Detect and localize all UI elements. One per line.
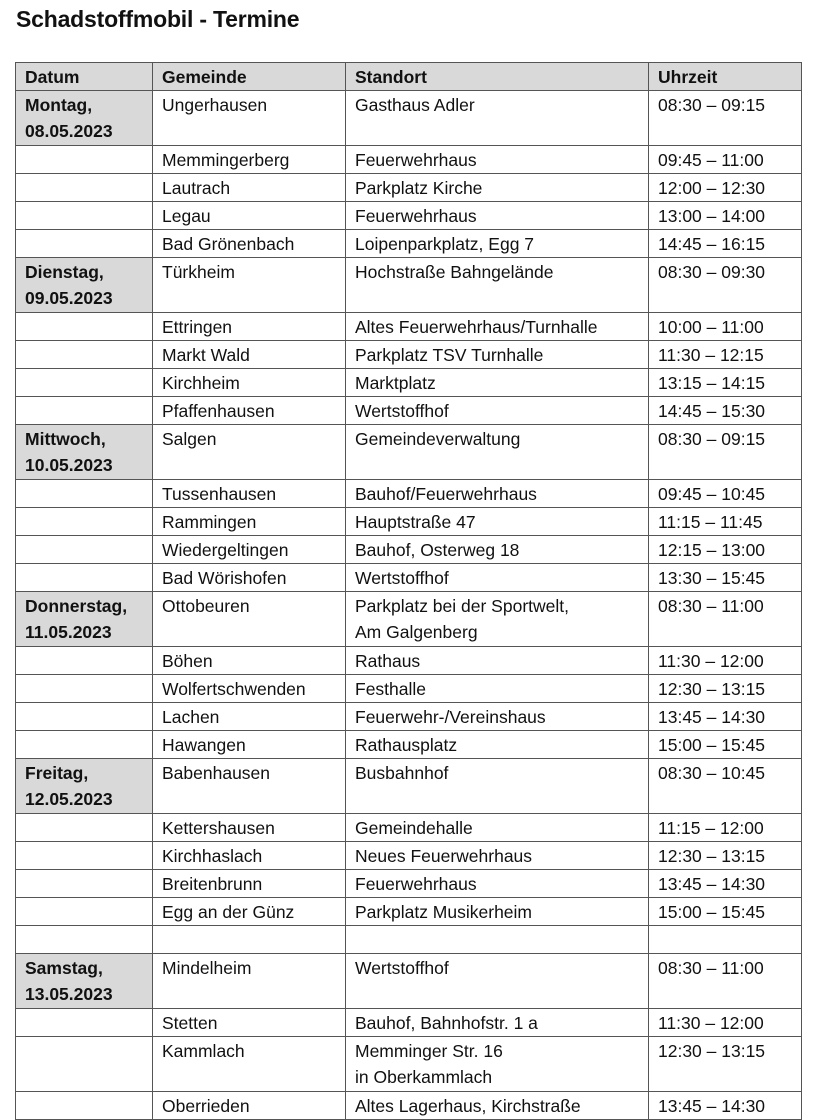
date-cell — [16, 703, 153, 731]
uhrzeit-cell: 11:15 – 11:45 — [649, 508, 802, 536]
standort-line: Gemeindehalle — [355, 818, 473, 838]
standort-cell — [346, 536, 649, 564]
standort-line: Neues Feuerwehrhaus — [355, 846, 533, 866]
table-row — [16, 508, 802, 536]
date-cell — [16, 174, 153, 202]
date-cell — [16, 397, 153, 425]
date-line: Samstag, — [25, 958, 103, 978]
header-standort: Standort — [346, 63, 649, 91]
date-cell — [16, 564, 153, 592]
standort-cell — [346, 814, 649, 842]
table-row — [16, 258, 802, 313]
table-row — [16, 1037, 802, 1092]
table-row — [16, 731, 802, 759]
standort-cell — [346, 91, 649, 146]
date-line: 10.05.2023 — [25, 455, 113, 475]
standort-cell — [346, 230, 649, 258]
standort-cell — [346, 898, 649, 926]
gemeinde-cell: Bad Grönenbach — [153, 230, 346, 258]
gemeinde-cell: Ottobeuren — [153, 592, 346, 647]
uhrzeit-cell: 11:30 – 12:15 — [649, 341, 802, 369]
uhrzeit-cell: 14:45 – 16:15 — [649, 230, 802, 258]
table-row — [16, 675, 802, 703]
uhrzeit-cell: 10:00 – 11:00 — [649, 313, 802, 341]
table-row — [16, 842, 802, 870]
standort-cell — [346, 564, 649, 592]
date-cell — [16, 258, 153, 313]
date-cell — [16, 926, 153, 954]
table-row — [16, 341, 802, 369]
gemeinde-cell — [153, 926, 346, 954]
standort-cell — [346, 202, 649, 230]
standort-line: Festhalle — [355, 679, 427, 699]
standort-line: Bauhof/Feuerwehrhaus — [355, 484, 537, 504]
gemeinde-cell: Kettershausen — [153, 814, 346, 842]
header-uhrzeit: Uhrzeit — [649, 63, 802, 91]
uhrzeit-cell: 15:00 – 15:45 — [649, 731, 802, 759]
schedule-body — [16, 91, 802, 1120]
standort-cell — [346, 425, 649, 480]
gemeinde-cell: Lachen — [153, 703, 346, 731]
gemeinde-cell: Breitenbrunn — [153, 870, 346, 898]
uhrzeit-cell: 13:30 – 15:45 — [649, 564, 802, 592]
uhrzeit-cell: 08:30 – 09:15 — [649, 91, 802, 146]
table-row — [16, 647, 802, 675]
date-cell — [16, 146, 153, 174]
standort-cell — [346, 703, 649, 731]
table-row — [16, 230, 802, 258]
gemeinde-cell: Böhen — [153, 647, 346, 675]
standort-line: Parkplatz TSV Turnhalle — [355, 345, 544, 365]
standort-line: Parkplatz Musikerheim — [355, 902, 532, 922]
date-cell — [16, 731, 153, 759]
date-cell — [16, 647, 153, 675]
table-row — [16, 898, 802, 926]
standort-cell — [346, 954, 649, 1009]
standort-line: Altes Lagerhaus, Kirchstraße — [355, 1096, 581, 1116]
uhrzeit-cell: 14:45 – 15:30 — [649, 397, 802, 425]
standort-line: Feuerwehrhaus — [355, 206, 477, 226]
uhrzeit-cell: 13:00 – 14:00 — [649, 202, 802, 230]
date-cell — [16, 898, 153, 926]
standort-line: Gasthaus Adler — [355, 95, 475, 115]
date-cell — [16, 870, 153, 898]
table-row — [16, 926, 802, 954]
standort-line: Rathausplatz — [355, 735, 458, 755]
table-row — [16, 425, 802, 480]
standort-line: Marktplatz — [355, 373, 436, 393]
gemeinde-cell: Türkheim — [153, 258, 346, 313]
standort-cell — [346, 369, 649, 397]
date-cell — [16, 1009, 153, 1037]
gemeinde-cell: Ettringen — [153, 313, 346, 341]
date-cell — [16, 1092, 153, 1120]
standort-cell — [346, 870, 649, 898]
standort-cell — [346, 1037, 649, 1092]
gemeinde-cell: Stetten — [153, 1009, 346, 1037]
standort-cell — [346, 926, 649, 954]
uhrzeit-cell: 08:30 – 09:15 — [649, 425, 802, 480]
table-row — [16, 369, 802, 397]
gemeinde-cell: Wiedergeltingen — [153, 536, 346, 564]
standort-line: in Oberkammlach — [355, 1067, 493, 1087]
standort-cell — [346, 759, 649, 814]
standort-line: Feuerwehrhaus — [355, 874, 477, 894]
table-row — [16, 91, 802, 146]
gemeinde-cell: Ungerhausen — [153, 91, 346, 146]
uhrzeit-cell: 08:30 – 11:00 — [649, 592, 802, 647]
standort-line: Hochstraße Bahngelände — [355, 262, 554, 282]
date-cell — [16, 954, 153, 1009]
gemeinde-cell: Lautrach — [153, 174, 346, 202]
page-title: Schadstoffmobil - Termine — [16, 6, 300, 32]
date-cell — [16, 369, 153, 397]
standort-line: Feuerwehrhaus — [355, 150, 477, 170]
uhrzeit-cell: 13:15 – 14:15 — [649, 369, 802, 397]
standort-cell — [346, 480, 649, 508]
table-row — [16, 1009, 802, 1037]
date-line: 13.05.2023 — [25, 984, 113, 1004]
standort-cell — [346, 146, 649, 174]
standort-line: Busbahnhof — [355, 763, 449, 783]
date-line: 08.05.2023 — [25, 121, 113, 141]
gemeinde-cell: Kirchhaslach — [153, 842, 346, 870]
gemeinde-cell: Wolfertschwenden — [153, 675, 346, 703]
standort-cell — [346, 842, 649, 870]
date-cell — [16, 1037, 153, 1092]
date-line: 11.05.2023 — [25, 622, 112, 642]
standort-line: Wertstoffhof — [355, 958, 449, 978]
gemeinde-cell: Egg an der Günz — [153, 898, 346, 926]
gemeinde-cell: Legau — [153, 202, 346, 230]
gemeinde-cell: Memmingerberg — [153, 146, 346, 174]
table-row — [16, 397, 802, 425]
header-datum: Datum — [16, 63, 153, 91]
table-row — [16, 1092, 802, 1120]
table-row — [16, 146, 802, 174]
date-cell — [16, 480, 153, 508]
uhrzeit-cell: 15:00 – 15:45 — [649, 898, 802, 926]
standort-line: Parkplatz Kirche — [355, 178, 483, 198]
table-row — [16, 759, 802, 814]
uhrzeit-cell: 13:45 – 14:30 — [649, 703, 802, 731]
gemeinde-cell: Rammingen — [153, 508, 346, 536]
table-row — [16, 480, 802, 508]
gemeinde-cell: Bad Wörishofen — [153, 564, 346, 592]
uhrzeit-cell: 11:30 – 12:00 — [649, 1009, 802, 1037]
gemeinde-cell: Kammlach — [153, 1037, 346, 1092]
standort-cell — [346, 1092, 649, 1120]
standort-cell — [346, 174, 649, 202]
date-line: Dienstag, — [25, 262, 104, 282]
uhrzeit-cell: 11:30 – 12:00 — [649, 647, 802, 675]
date-line: 09.05.2023 — [25, 288, 113, 308]
standort-line: Wertstoffhof — [355, 568, 449, 588]
uhrzeit-cell: 12:30 – 13:15 — [649, 1037, 802, 1092]
table-row — [16, 564, 802, 592]
uhrzeit-cell: 09:45 – 11:00 — [649, 146, 802, 174]
table-row — [16, 536, 802, 564]
standort-line: Bauhof, Bahnhofstr. 1 a — [355, 1013, 538, 1033]
gemeinde-cell: Mindelheim — [153, 954, 346, 1009]
date-cell — [16, 425, 153, 480]
uhrzeit-cell: 11:15 – 12:00 — [649, 814, 802, 842]
standort-cell — [346, 647, 649, 675]
uhrzeit-cell: 12:15 – 13:00 — [649, 536, 802, 564]
table-row — [16, 174, 802, 202]
gemeinde-cell: Hawangen — [153, 731, 346, 759]
table-row — [16, 814, 802, 842]
gemeinde-cell: Babenhausen — [153, 759, 346, 814]
uhrzeit-cell: 12:30 – 13:15 — [649, 842, 802, 870]
standort-cell — [346, 1009, 649, 1037]
date-cell — [16, 341, 153, 369]
date-line: Freitag, — [25, 763, 89, 783]
standort-cell — [346, 675, 649, 703]
date-line: Mittwoch, — [25, 429, 106, 449]
date-cell — [16, 202, 153, 230]
standort-line: Altes Feuerwehrhaus/Turnhalle — [355, 317, 598, 337]
table-row — [16, 954, 802, 1009]
date-line: 12.05.2023 — [25, 789, 113, 809]
schedule-table — [15, 62, 802, 1120]
date-line: Montag, — [25, 95, 93, 115]
table-row — [16, 592, 802, 647]
uhrzeit-cell: 12:30 – 13:15 — [649, 675, 802, 703]
header-gemeinde: Gemeinde — [153, 63, 346, 91]
standort-line: Am Galgenberg — [355, 622, 478, 642]
gemeinde-cell: Salgen — [153, 425, 346, 480]
standort-line: Hauptstraße 47 — [355, 512, 476, 532]
uhrzeit-cell: 09:45 – 10:45 — [649, 480, 802, 508]
date-cell — [16, 842, 153, 870]
date-line: Donnerstag, — [25, 596, 128, 616]
standort-line: Memminger Str. 16 — [355, 1041, 503, 1061]
standort-cell — [346, 341, 649, 369]
uhrzeit-cell: 13:45 – 14:30 — [649, 1092, 802, 1120]
standort-cell — [346, 592, 649, 647]
gemeinde-cell: Pfaffenhausen — [153, 397, 346, 425]
date-cell — [16, 814, 153, 842]
uhrzeit-cell: 13:45 – 14:30 — [649, 870, 802, 898]
date-cell — [16, 230, 153, 258]
gemeinde-cell: Tussenhausen — [153, 480, 346, 508]
standort-cell — [346, 508, 649, 536]
standort-cell — [346, 313, 649, 341]
date-cell — [16, 592, 153, 647]
standort-cell — [346, 731, 649, 759]
uhrzeit-cell — [649, 926, 802, 954]
table-row — [16, 202, 802, 230]
uhrzeit-cell: 08:30 – 10:45 — [649, 759, 802, 814]
standort-line: Rathaus — [355, 651, 421, 671]
uhrzeit-cell: 08:30 – 09:30 — [649, 258, 802, 313]
gemeinde-cell: Oberrieden — [153, 1092, 346, 1120]
table-row — [16, 313, 802, 341]
table-row — [16, 870, 802, 898]
gemeinde-cell: Kirchheim — [153, 369, 346, 397]
uhrzeit-cell: 12:00 – 12:30 — [649, 174, 802, 202]
table-row — [16, 703, 802, 731]
standort-line: Wertstoffhof — [355, 401, 449, 421]
date-cell — [16, 508, 153, 536]
gemeinde-cell: Markt Wald — [153, 341, 346, 369]
date-cell — [16, 675, 153, 703]
standort-cell — [346, 397, 649, 425]
date-cell — [16, 91, 153, 146]
uhrzeit-cell: 08:30 – 11:00 — [649, 954, 802, 1009]
standort-line: Parkplatz bei der Sportwelt, — [355, 596, 569, 616]
header-row — [16, 63, 802, 91]
standort-cell — [346, 258, 649, 313]
date-cell — [16, 759, 153, 814]
standort-line: Gemeindeverwaltung — [355, 429, 521, 449]
standort-line: Feuerwehr-/Vereinshaus — [355, 707, 546, 727]
standort-line: Loipenparkplatz, Egg 7 — [355, 234, 535, 254]
date-cell — [16, 313, 153, 341]
date-cell — [16, 536, 153, 564]
standort-line: Bauhof, Osterweg 18 — [355, 540, 520, 560]
